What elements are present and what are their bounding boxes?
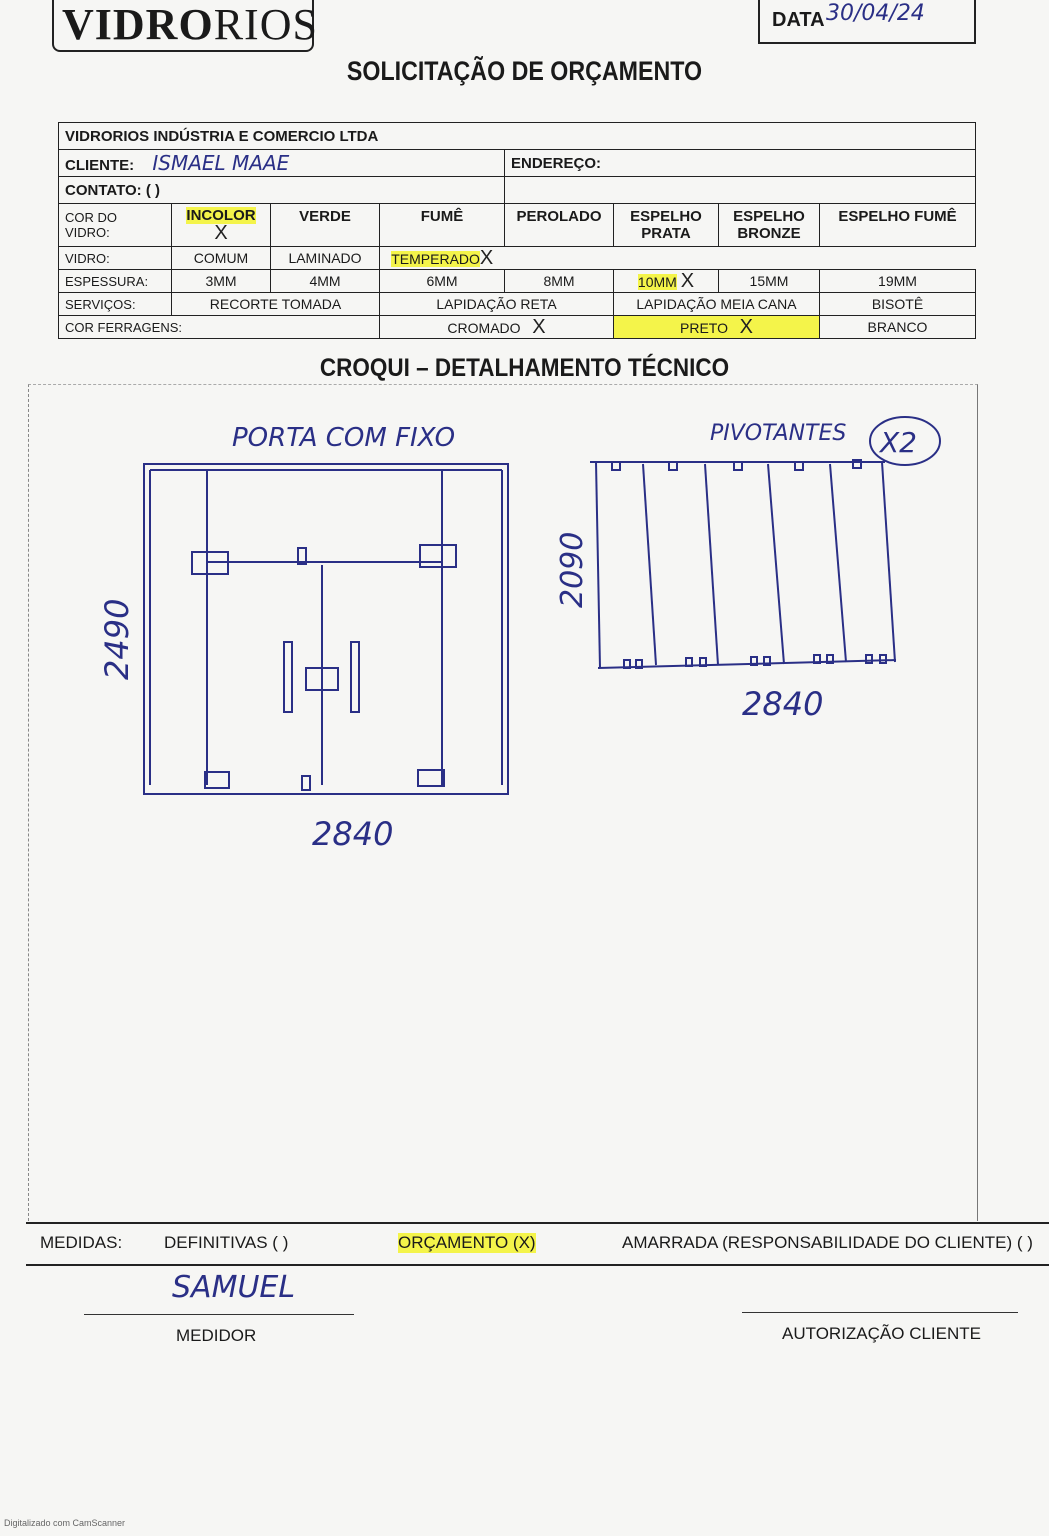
- glass-color-label: COR DO VIDRO:: [59, 204, 172, 247]
- measurements-label: MEDIDAS:: [40, 1233, 123, 1252]
- hardware-color-label: COR FERRAGENS:: [59, 316, 380, 339]
- right-caption: PIVOTANTES: [710, 421, 847, 446]
- right-quantity: X2: [880, 426, 917, 459]
- option-espelho-fume[interactable]: ESPELHO FUMÊ: [820, 204, 976, 247]
- left-height-dimension: 2490: [98, 598, 136, 680]
- address-field: ENDEREÇO:: [505, 150, 976, 177]
- option-branco[interactable]: BRANCO: [820, 316, 976, 339]
- left-width-dimension: 2840: [312, 815, 394, 853]
- left-caption: PORTA COM FIXO: [232, 423, 456, 453]
- door-with-fixed-panel-drawing: [144, 464, 508, 794]
- option-fume[interactable]: FUMÊ: [380, 204, 505, 247]
- client-signature-line: [742, 1312, 1018, 1313]
- option-4mm[interactable]: 4MM: [271, 270, 380, 293]
- right-height-dimension: 2090: [555, 531, 590, 608]
- option-bisote[interactable]: BISOTÊ: [820, 293, 976, 316]
- option-lapidacao-meia-cana[interactable]: LAPIDAÇÃO MEIA CANA: [614, 293, 820, 316]
- contact-field: CONTATO: ( ): [59, 177, 505, 204]
- option-definitivas[interactable]: DEFINITIVAS ( ): [164, 1233, 289, 1252]
- glass-type-label: VIDRO:: [59, 247, 172, 270]
- date-value: 30/04/24: [826, 1, 925, 26]
- client-value: ISMAEL MAAE: [152, 151, 290, 175]
- option-8mm[interactable]: 8MM: [505, 270, 614, 293]
- option-6mm[interactable]: 6MM: [380, 270, 505, 293]
- option-cromado[interactable]: CROMADO X: [380, 316, 614, 339]
- measurer-label: MEDIDOR: [176, 1326, 257, 1345]
- option-amarrada[interactable]: AMARRADA (RESPONSABILIDADE DO CLIENTE) ( ): [622, 1233, 1033, 1252]
- measurer-signature: SAMUEL: [172, 1270, 296, 1305]
- services-label: SERVIÇOS:: [59, 293, 172, 316]
- option-recorte-tomada[interactable]: RECORTE TOMADA: [172, 293, 380, 316]
- option-10mm[interactable]: 10MM X: [614, 270, 719, 293]
- option-comum[interactable]: COMUM: [172, 247, 271, 270]
- option-perolado[interactable]: PEROLADO: [505, 204, 614, 247]
- measurements-row: [26, 1222, 1049, 1266]
- date-label: DATA: [772, 9, 825, 31]
- option-temperado[interactable]: TEMPERADOX: [380, 247, 505, 270]
- client-authorization-label: AUTORIZAÇÃO CLIENTE: [782, 1324, 981, 1343]
- option-15mm[interactable]: 15MM: [719, 270, 820, 293]
- option-laminado[interactable]: LAMINADO: [271, 247, 380, 270]
- thickness-label: ESPESSURA:: [59, 270, 172, 293]
- sketch-title: CROQUI – DETALHAMENTO TÉCNICO: [319, 354, 730, 382]
- option-preto[interactable]: PRETO X: [614, 316, 820, 339]
- option-orcamento[interactable]: ORÇAMENTO (X): [398, 1233, 536, 1252]
- client-field: CLIENTE: ISMAEL MAAE: [59, 150, 505, 177]
- measurer-signature-line: [84, 1314, 354, 1315]
- page-title: SOLICITAÇÃO DE ORÇAMENTO: [346, 56, 703, 86]
- right-width-dimension: 2840: [742, 685, 824, 723]
- company-name: VIDRORIOS INDÚSTRIA E COMERCIO LTDA: [59, 123, 976, 150]
- option-verde[interactable]: VERDE: [271, 204, 380, 247]
- option-lapidacao-reta[interactable]: LAPIDAÇÃO RETA: [380, 293, 614, 316]
- option-espelho-bronze[interactable]: ESPELHO BRONZE: [719, 204, 820, 247]
- scanner-watermark: Digitalizado com CamScanner: [4, 1518, 126, 1528]
- option-19mm[interactable]: 19MM: [820, 270, 976, 293]
- company-logo: VIDRORIOS: [52, 0, 314, 52]
- option-3mm[interactable]: 3MM: [172, 270, 271, 293]
- option-incolor[interactable]: INCOLOR X: [172, 204, 271, 247]
- option-espelho-prata[interactable]: ESPELHO PRATA: [614, 204, 719, 247]
